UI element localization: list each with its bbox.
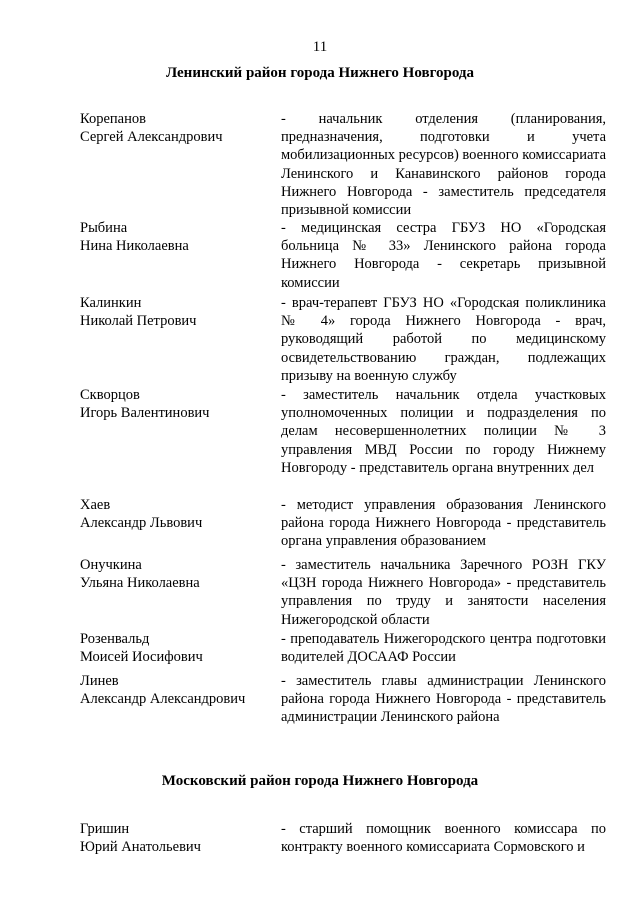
member-surname: Скворцов	[80, 387, 140, 403]
member-surname: Калинкин	[80, 295, 142, 311]
member-given-name: Игорь Валентинович	[80, 405, 210, 422]
section-title-leninsky: Ленинский район города Нижнего Новгорода	[165, 65, 475, 81]
member-surname: Корепанов	[80, 111, 146, 127]
member-given-name: Моисей Иосифович	[80, 649, 203, 666]
member-name	[80, 386, 280, 422]
member-role: - заместитель начальник отдела участковых уполномоченных полиции и подразделения по делам несовершеннолетних полиции № 3 управления МВД России по городу Нижнему Новгороду - представитель органа внутренних дел	[281, 387, 606, 476]
member-given-name: Николай Петрович	[80, 313, 197, 330]
member-role: - методист управления образования Ленинского района города Нижнего Новгорода - представитель органа управления образованием	[281, 497, 606, 550]
member-role: - старший помощник военного комиссара по контракту военного комиссариата Сормовского и	[281, 821, 606, 856]
member-role: - заместитель главы администрации Ленинского района города Нижнего Новгорода - представитель администрации Ленинского района	[281, 673, 606, 726]
member-given-name: Александр Александрович	[80, 691, 246, 708]
member-name	[80, 820, 280, 856]
member-role: - начальник отделения (планирования, предназначения, подготовки и учета мобилизационных ресурсов) военного комиссариата Ленинского и Канавинского районов города Нижнего Новгорода - заместитель председателя призывной комиссии	[281, 111, 606, 219]
member-name	[80, 630, 280, 666]
member-given-name: Ульяна Николаевна	[80, 575, 200, 592]
member-given-name: Александр Львович	[80, 515, 203, 532]
member-given-name: Юрий Анатольевич	[80, 839, 201, 856]
page-number: 11	[312, 39, 328, 55]
member-surname: Линев	[80, 673, 119, 689]
member-name	[80, 556, 280, 592]
member-surname: Хаев	[80, 497, 111, 513]
member-name	[80, 219, 280, 255]
member-name	[80, 294, 280, 330]
member-name	[80, 110, 280, 146]
member-surname: Гришин	[80, 821, 130, 837]
member-name	[80, 496, 280, 532]
member-given-name: Нина Николаевна	[80, 238, 189, 255]
member-role: - заместитель начальника Заречного РОЗН ГКУ «ЦЗН города Нижнего Новгорода» - представитель управления по труду и занятости населения Нижегородской области	[281, 557, 606, 628]
member-given-name: Сергей Александрович	[80, 129, 223, 146]
member-role: - медицинская сестра ГБУЗ НО «Городская больница № 33» Ленинского района города Нижнего Новгорода - секретарь призывной комиссии	[281, 220, 606, 291]
section-title-moskovsky: Московский район города Нижнего Новгорода	[161, 773, 479, 789]
member-name	[80, 672, 280, 708]
member-role: - врач-терапевт ГБУЗ НО «Городская поликлиника № 4» города Нижнего Новгорода - врач, руководящий работой по медицинскому освидетельствованию граждан, подлежащих призыву на военную службу	[281, 295, 606, 384]
member-surname: Онучкина	[80, 557, 142, 573]
member-surname: Розенвальд	[80, 631, 150, 647]
member-role: - преподаватель Нижегородского центра подготовки водителей ДОСААФ России	[281, 631, 606, 666]
member-surname: Рыбина	[80, 220, 128, 236]
